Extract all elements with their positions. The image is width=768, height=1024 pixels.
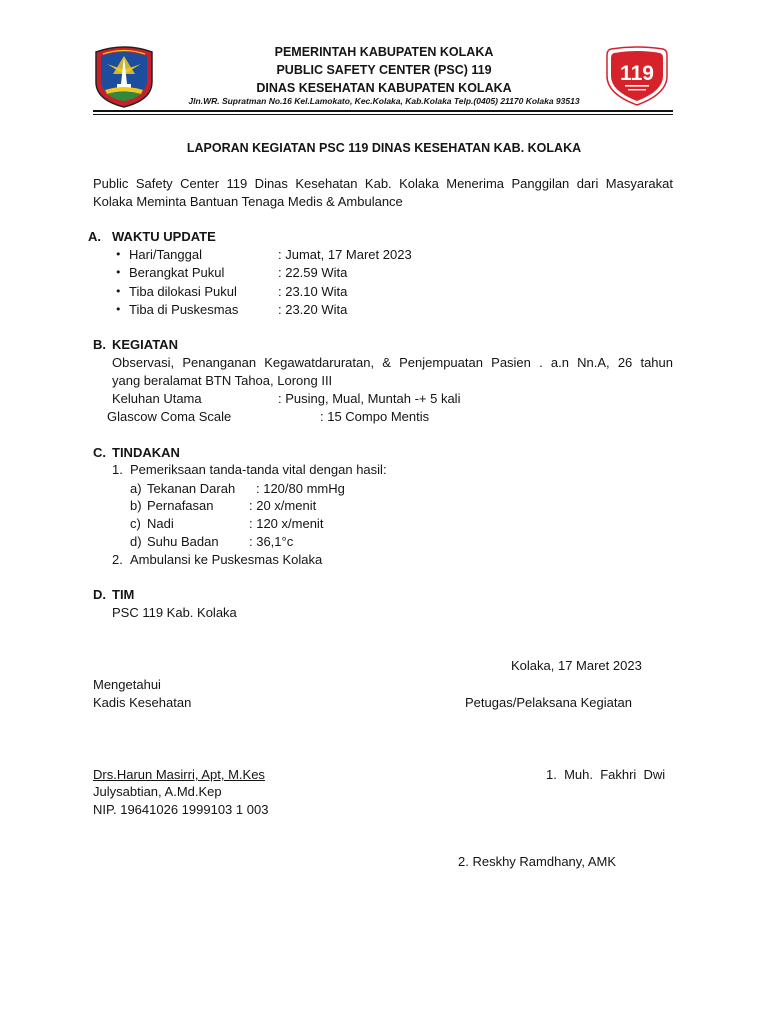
section-b-marker: B.: [93, 337, 106, 352]
acknowledged-label: Mengetahui: [93, 677, 161, 692]
intro-line-2: Kolaka Meminta Bantuan Tenaga Medis & Ambulance: [93, 194, 403, 209]
section-c-heading: TINDAKAN: [112, 445, 180, 460]
section-d-heading: TIM: [112, 587, 135, 602]
section-b-heading: KEGIATAN: [112, 337, 178, 352]
step-1-number: 1.: [112, 462, 123, 477]
vital-marker: b): [130, 498, 142, 513]
vital-label-pulse: Nadi: [147, 516, 174, 531]
gcs-value: : 15 Compo Mentis: [320, 409, 430, 424]
bullet-icon: •: [115, 285, 122, 298]
intro-line-1: Public Safety Center 119 Dinas Kesehatan Kab. Kolaka Menerima Panggilan dari Masyarakat: [93, 176, 673, 191]
header-psc: PUBLIC SAFETY CENTER (PSC) 119: [276, 63, 492, 77]
complaint-label: Keluhan Utama: [112, 391, 202, 406]
complaint-value: : Pusing, Mual, Muntah -+ 5 kali: [278, 391, 461, 406]
time-value-date: : Jumat, 17 Maret 2023: [278, 247, 412, 262]
time-label-arrival-location: Tiba dilokasi Pukul: [129, 284, 237, 299]
officer-2-name: 2. Reskhy Ramdhany, AMK: [458, 854, 616, 869]
bullet-icon: •: [115, 303, 122, 316]
team-name: PSC 119 Kab. Kolaka: [112, 605, 237, 620]
step-2-text: Ambulansi ke Puskesmas Kolaka: [130, 552, 323, 567]
left-signatory-role: Kadis Kesehatan: [93, 695, 192, 710]
vital-marker: d): [130, 534, 142, 549]
vital-value-pulse: : 120 x/menit: [249, 516, 324, 531]
time-label-arrival-puskesmas: Tiba di Puskesmas: [129, 302, 239, 317]
letterhead-divider-thick: [93, 110, 673, 112]
time-value-arrival-location: : 23.10 Wita: [278, 284, 348, 299]
vital-label-respiration: Pernafasan: [147, 498, 214, 513]
vital-label-temperature: Suhu Badan: [147, 534, 219, 549]
header-government: PEMERINTAH KABUPATEN KOLAKA: [274, 45, 494, 59]
time-value-arrival-puskesmas: : 23.20 Wita: [278, 302, 348, 317]
right-signatory-role: Petugas/Pelaksana Kegiatan: [465, 695, 632, 710]
place-date: Kolaka, 17 Maret 2023: [511, 658, 642, 673]
gcs-label: Glascow Coma Scale: [107, 409, 232, 424]
section-d-marker: D.: [93, 587, 106, 602]
time-label-departure: Berangkat Pukul: [129, 265, 225, 280]
report-title: LAPORAN KEGIATAN PSC 119 DINAS KESEHATAN KAB. KOLAKA: [186, 141, 582, 155]
section-c-marker: C.: [93, 445, 106, 460]
time-label-date: Hari/Tanggal: [129, 247, 202, 262]
vital-value-blood-pressure: : 120/80 mmHg: [256, 481, 345, 496]
section-a-heading: WAKTU UPDATE: [112, 229, 216, 244]
vital-marker: c): [130, 516, 141, 531]
left-signatory-nip: NIP. 19641026 1999103 1 003: [93, 802, 269, 817]
vital-value-temperature: : 36,1°c: [249, 534, 294, 549]
bullet-icon: •: [115, 266, 122, 279]
officer-1-name-continued: Julysabtian, A.Md.Kep: [93, 784, 222, 799]
vital-label-blood-pressure: Tekanan Darah: [147, 481, 236, 496]
bullet-icon: •: [115, 248, 122, 261]
vital-value-respiration: : 20 x/menit: [249, 498, 317, 513]
activity-line-1: Observasi, Penanganan Kegawatdaruratan, & Penjempuatan Pasien . a.n Nn.A, 26 tahun: [112, 355, 673, 370]
step-2-number: 2.: [112, 552, 123, 567]
time-value-departure: : 22.59 Wita: [278, 265, 348, 280]
letterhead-divider-thin: [93, 114, 673, 115]
left-signatory-name: Drs.Harun Masirri, Apt, M.Kes: [93, 767, 265, 782]
header-address: Jln.WR. Supratman No.16 Kel.Lamokato, Kec.Kolaka, Kab.Kolaka Telp.(0405) 21170 Kolaka 93513: [188, 96, 580, 106]
officer-1-name: 1. Muh. Fakhri Dwi: [546, 767, 666, 782]
vital-marker: a): [130, 481, 142, 496]
psc-119-logo-number: 119: [620, 62, 654, 85]
section-a-marker: A.: [88, 229, 101, 244]
step-1-text: Pemeriksaan tanda-tanda vital dengan hasil:: [130, 462, 387, 477]
activity-line-2: yang beralamat BTN Tahoa, Lorong III: [112, 373, 333, 388]
header-department: DINAS KESEHATAN KABUPATEN KOLAKA: [256, 81, 512, 95]
